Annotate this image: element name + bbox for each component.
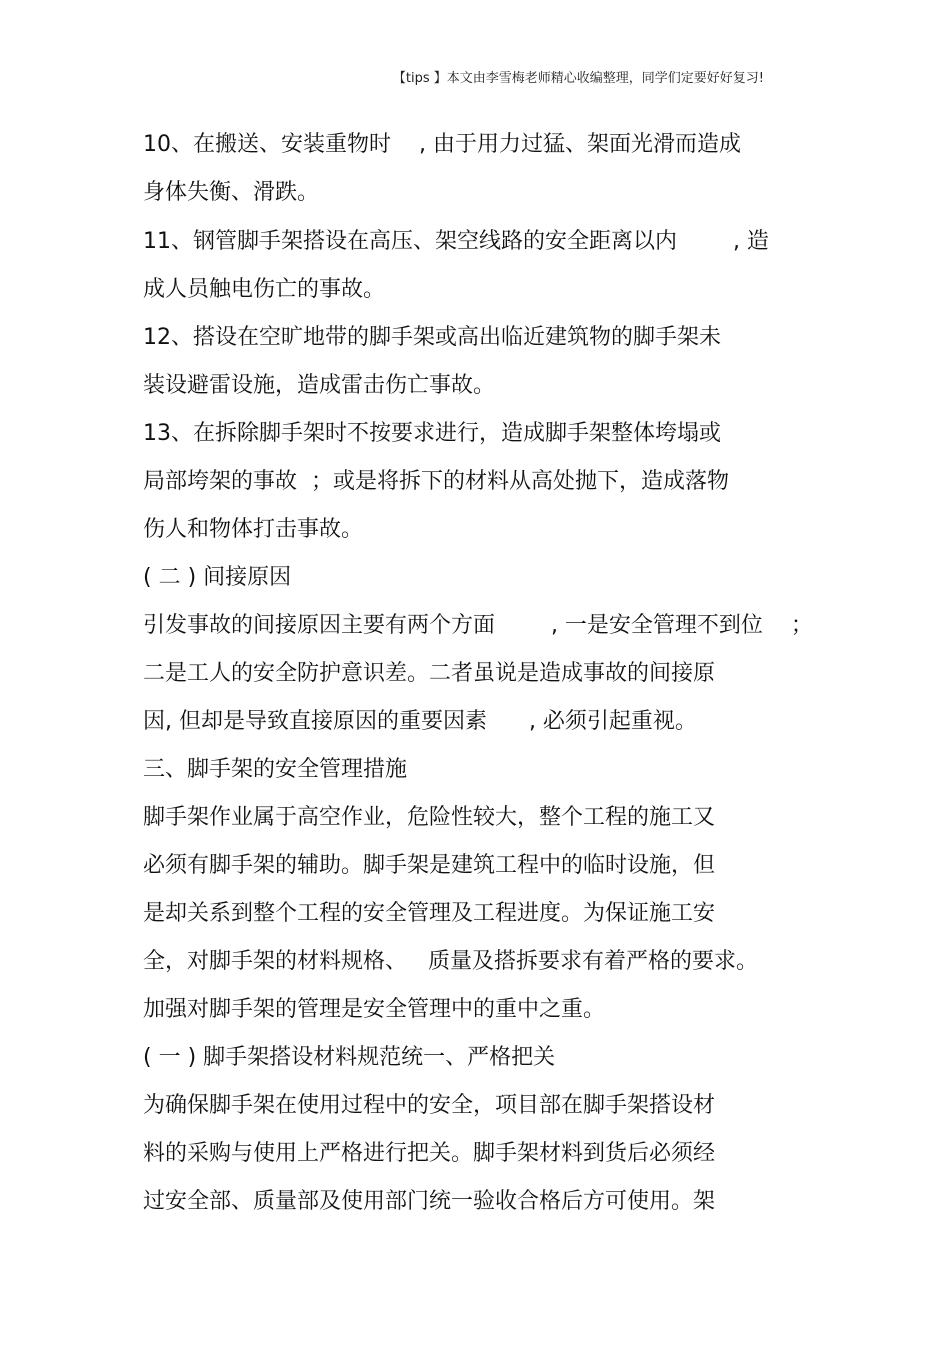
text-line-17: 是却关系到整个工程的安全管理及工程进度。为保证施工安 [143,901,716,926]
text-line-8: 局部垮架的事故 ；或是将拆下的材料从高处抛下，造成落物 [143,469,729,494]
text-line-12: 二是工人的安全防护意识差。二者虽说是造成事故的间接原 [143,661,716,686]
text-line-15: 脚手架作业属于高空作业，危险性较大，整个工程的施工又 [143,805,716,830]
text-line-19: 加强对脚手架的管理是安全管理中的重中之重。 [143,997,606,1022]
text-line-6: 装设避雷设施，造成雷击伤亡事故。 [143,373,496,398]
section-heading-management-measures: 三、脚手架的安全管理措施 [143,757,408,782]
section-heading-materials: ( 一 ) 脚手架搭设材料规范统一、严格把关 [143,1045,556,1070]
header-tip: 【tips 】本文由李雪梅老师精心收编整理，同学们定要好好复习! [392,71,764,86]
text-line-9: 伤人和物体打击事故。 [143,517,364,542]
text-line-11: 引发事故的间接原因主要有两个方面 , 一是安全管理不到位 ； [143,613,813,638]
text-line-4: 成人员触电伤亡的事故。 [143,277,386,302]
text-line-7: 13、在拆除脚手架时不按要求进行，造成脚手架整体垮塌或 [143,421,721,446]
text-line-18: 全，对脚手架的材料规格、 质量及搭拆要求有着严格的要求。 [143,949,758,974]
text-line-21: 为确保脚手架在使用过程中的安全，项目部在脚手架搭设材 [143,1093,716,1118]
section-heading-indirect-causes: ( 二 ) 间接原因 [143,565,292,590]
text-line-1: 10、在搬送、安装重物时 , 由于用力过猛、架面光滑而造成 [143,132,741,157]
text-line-16: 必须有脚手架的辅助。脚手架是建筑工程中的临时设施，但 [143,853,716,878]
text-line-2: 身体失衡、滑跌。 [143,180,320,205]
text-line-22: 料的采购与使用上严格进行把关。脚手架材料到货后必须经 [143,1141,716,1166]
text-line-3: 11、钢管脚手架搭设在高压、架空线路的安全距离以内 , 造 [143,229,769,254]
text-line-13: 因, 但却是导致直接原因的重要因素 , 必须引起重视。 [143,709,697,734]
text-line-23: 过安全部、质量部及使用部门统一验收合格后方可使用。架 [143,1189,716,1214]
text-line-5: 12、搭设在空旷地带的脚手架或高出临近建筑物的脚手架未 [143,325,721,350]
